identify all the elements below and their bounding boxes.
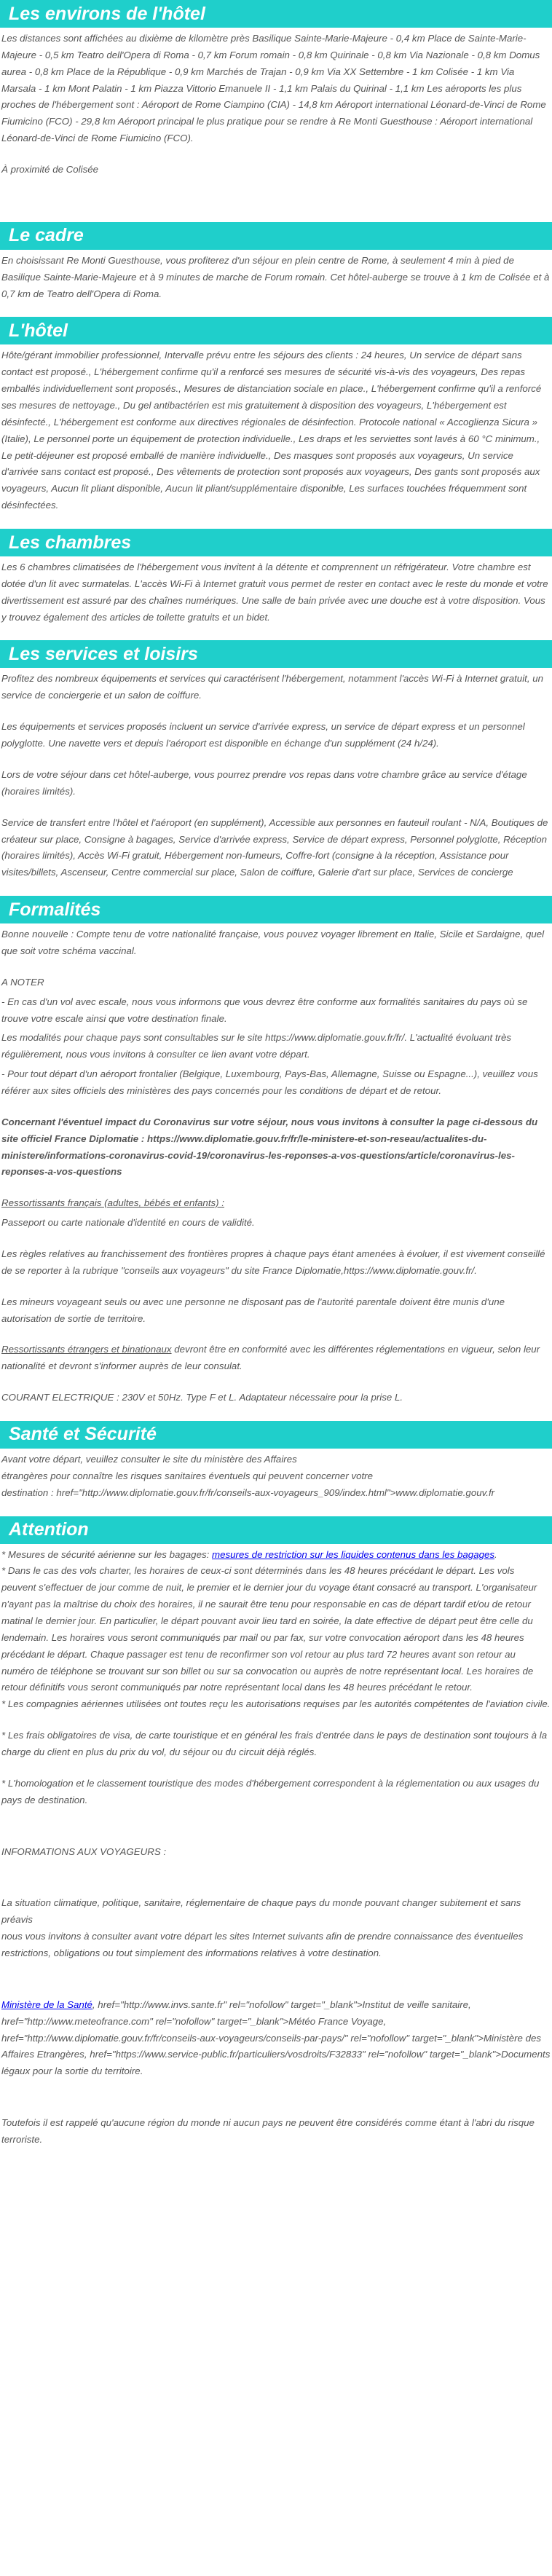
formalites-fr-text: Passeport ou carte nationale d'identité en cours de validité. [1,1217,255,1229]
attention-bullet-1-suffix: . [494,1548,497,1560]
attention-final: Toutefois il est rappelé qu'aucune région du monde ni aucun pays ne peuvent être considérés comme étant à l'abri du risque terroriste. [1,2117,535,2146]
attention-bullet-3: * Les compagnies aériennes utilisées ont toutes reçu les autorisations requises par les autorités compétentes de l'aviation civile. [1,1698,551,1710]
formalites-covid: Concernant l'éventuel impact du Coronavirus sur votre séjour, nous vous invitons à consulter la page ci-dessous du site officiel France Diplomatie : https://www.diplomatie.gouv.fr/fr/le-ministere-et-son-reseau/actualites-du-ministere/informations-coronavirus-covid-19/coronavirus-les-reponses-a-vos-questions/article/coronavirus-les-reponses-a-vos-questions [1,1116,538,1178]
section-title-attention: Attention [0,1516,552,1544]
environs-proximity: À proximité de Colisée [1,164,99,176]
formalites-intro: Bonne nouvelle : Compte tenu de votre nationalité française, vous pouvez voyager librement en Italie, Sicile et Sardaigne, quel que soit votre schéma vaccinal. [1,929,545,956]
cadre-text: En choisissant Re Monti Guesthouse, vous profiterez d'un séjour en plein centre de Rome, à seulement 4 min à pied de Basilique Sainte-Marie-Majeure et à 9 minutes de marche de Forum romain. Cet hôtel-auberge se trouve à 1 km de Colisée et à 0,7 km de Teatro dell'Opera di Roma. [1,254,550,299]
formalites-foreign-text: devront être en conformité avec les différentes réglementations en vigueur, selon leur nationalité et devront s'informer auprès de leur consulat. [1,1344,540,1372]
section-sante [0,1421,552,1502]
services-text-4: Service de transfert entre l'hôtel et l'aéroport (en supplément), Accessible aux personnes en fauteuil roulant - N/A, Boutiques de créateur sur place, Consigne à bagages, Service d'arrivée express, Service de départ express, Personnel polyglotte, Réception (horaires limités), Accès Wi-Fi gratuit, Hébergement non-fumeurs, Coffre-fort (consigne à la réception, Assistance pour visites/billets, Ascenseur, Centre commercial sur place, Salon de coiffure, Galerie d'art sur place, Services de concierge [1,816,548,878]
liquids-restriction-link[interactable]: mesures de restriction sur les liquides contenus dans les bagages [212,1548,495,1560]
sante-line-3: destination : href="http://www.diplomatie.gouv.fr/fr/conseils-aux-voyageurs_909/index.html">www.diplomatie.gouv.fr [1,1486,495,1498]
attention-info-text [1,1895,551,1961]
formalites-foreign-title: Ressortissants étrangers et binationaux [1,1344,172,1355]
attention-bullet-2: * Dans le cas des vols charter, les horaires de ceux-ci sont déterminés dans les 48 heures précédant le départ. Les vols peuvent s'effectuer de jour comme de nuit, le premier et le dernier jour du voyage étant consacré au transport. L'organisateur n'ayant pas la maîtrise du choix des horaires, il ne saurait être tenu pour responsable en cas de départ tardif et/ou de retour matinal le dernier jour. En particulier, le départ pouvant avoir lieu tard en soirée, la date effective de départ peut être celle du lendemain. Les horaires vous seront communiqués par mail ou par fax, sur votre convocation aéroport dans les 48 heures précédant le départ. Chaque passager est tenu de reconfirmer son vol retour au plus tard 72 heures avant son retour au numéro de téléphone se trouvant sur son billet ou sur sa convocation ou auprès de notre représentant local. Les horaires de retour définitifs vous seront communiqués par notre représentant local dans les 48 heures précédant le retour. [1,1565,537,1693]
services-text-1: Profitez des nombreux équipements et services qui caractérisent l'hébergement, notamment l'accès Wi-Fi à Internet gratuit, un service de conciergerie et un salon de coiffure. [1,673,544,701]
formalites-foreign [1,1342,551,1375]
sante-line-1: Avant votre départ, veuillez consulter le site du ministère des Affaires [1,1453,297,1465]
section-title-sante: Santé et Sécurité [0,1421,552,1449]
attention-links-text: , href="http://www.invs.sante.fr" rel="nofollow" target="_blank">Institut de veille sanitaire, href="http://www.meteofrance.com" rel="nofollow" target="_blank">Météo France Voyage, href="http://www.diplomatie.gouv.fr/fr/conseils-aux-voyageurs/conseils-par-pays/" rel="nofollow" target="_blank">Ministère des Affaires Etrangères, href="https://www.service-public.fr/particuliers/vosdroits/F32833" rel="nofollow" target="_blank">Documents légaux pour la sortie du territoire. [1,1998,551,2077]
environs-text: Les distances sont affichées au dixième de kilomètre près Basilique Sainte-Marie-Majeure - 0,4 km Place de Sainte-Marie-Majeure - 0,5 km Teatro dell'Opera di Roma - 0,7 km Forum romain - 0,8 km Quirinale - 0,8 km Via Nazionale - 0,8 km Domus aurea - 0,8 km Place de la République - 0,9 km Marchés de Trajan - 0,9 km Via XX Settembre - 1 km Colisée - 1 km Via Marsala - 1 km Mont Palatin - 1 km Piazza Vittorio Emanuele II - 1,1 km Palais du Quirinal - 1,1 km Les aéroports les plus proches de l'hébergement sont : Aéroport de Rome Ciampino (CIA) - 14,8 km Aéroport international Léonard-de-Vinci de Rome Fiumicino (FCO) - 29,8 km Aéroport principal le plus pratique pour se rendre à Re Monti Guesthouse : Aéroport international Léonard-de-Vinci de Rome Fiumicino (FCO). [1,33,546,144]
formalites-rules: Les règles relatives au franchissement des frontières propres à chaque pays étant amenées à évoluer, il est vivement conseillé de se reporter à la rubrique "conseils aux voyageurs" du site France Diplomatie,https://www.diplomatie.gouv.fr/. [1,1248,545,1276]
section-services [0,640,552,881]
attention-links [1,1997,551,2080]
section-attention [0,1516,552,2148]
section-cadre [0,222,552,303]
sante-line-2: étrangères pour connaître les risques sanitaires éventuels qui peuvent concerner votre [1,1470,374,1481]
attention-bullet-1-prefix: * Mesures de sécurité aérienne sur les bagages: [1,1548,212,1560]
attention-info-2: nous vous invitons à consulter avant votre départ les sites Internet suivants afin de prendre connaissance des éventuelles restrictions, obligations ou tout simplement des informations relatives à votre destination. [1,1931,524,1959]
services-text-3: Lors de votre séjour dans cet hôtel-auberge, vous pourrez prendre vos repas dans votre chambre grâce au service d'étage (horaires limités). [1,768,527,797]
formalites-minors: Les mineurs voyageant seuls ou avec une personne ne disposant pas de l'autorité parentale doivent être munis d'une autorisation de sortie de territoire. [1,1296,505,1324]
ministry-health-link[interactable]: Ministère de la Santé [1,1998,92,2010]
formalites-fr-title: Ressortissants français (adultes, bébés et enfants) : [1,1197,224,1209]
section-formalites [0,896,552,1406]
section-title-environs: Les environs de l'hôtel [0,0,552,28]
section-title-chambres: Les chambres [0,529,552,556]
attention-info-1: La situation climatique, politique, sanitaire, réglementaire de chaque pays du monde pouvant changer subitement et sans préavis [1,1897,521,1926]
services-text-2: Les équipements et services proposés incluent un service d'arrivée express, un service de départ express et un personnel polyglotte. Une navette vers et depuis l'aéroport est disponible en échange d'un supplément (24 h/24). [1,721,525,749]
sante-text [1,1452,551,1502]
section-chambres [0,529,552,626]
section-environs [0,0,552,178]
formalites-note-3: - Pour tout départ d'un aéroport frontalier (Belgique, Luxembourg, Pays-Bas, Allemagne, Suisse ou Espagne...), veuillez vous référer aux sites officiels des ministères des pays concernés pour les conditions de départ et de retour. [1,1068,538,1096]
chambres-text: Les 6 chambres climatisées de l'hébergement vous invitent à la détente et comprennent un réfrigérateur. Votre chambre est dotée d'un lit avec surmatelas. L'accès Wi-Fi à Internet gratuit vous permet de rester en contact avec le reste du monde et votre divertissement est assuré par des chaînes numériques. Une salle de bain privée avec une douche est à votre disposition. Vous y trouvez également des articles de toilette gratuits et un bidet. [1,562,548,623]
attention-bullet-1 [1,1547,551,1714]
section-title-cadre: Le cadre [0,222,552,250]
hotel-text: Hôte/gérant immobilier professionnel, Intervalle prévu entre les séjours des clients : 24 heures, Un service de départ sans contact est proposé., L'hébergement confirme qu'il a renforcé ses mesures de sécurité vis-à-vis des voyageurs, Des repas emballés individuellement sont proposés., Mesures de distanciation sociale en place., L'hébergement confirme qu'il a renforcé ses mesures de nettoyage., Du gel antibactérien est mis gratuitement à disposition des voyageurs, L'hébergement est désinfecté., L'hébergement est conforme aux directives régionales de désinfection. Protocole national « Accoglienza Sicura » (Italie), Le personnel porte un équipement de protection individuelle., Les draps et les serviettes sont lavés à 60 °C minimum., Le petit-déjeuner est proposé emballé de manière individuelle., Des masques sont proposés aux voyageurs, Un service d'arrivée sans contact est proposé., Des vêtements de protection sont proposés aux voyageurs, Des gants sont proposés aux voyageurs, Aucun lit pliant disponible, Aucun lit pliant/supplémentaire disponible, Les surfaces touchées fréquemment sont désinfectées. [1,350,542,511]
attention-info-title: INFORMATIONS AUX VOYAGEURS : [1,1846,167,1857]
section-title-services: Les services et loisirs [0,640,552,668]
formalites-note-title: A NOTER [1,976,44,988]
section-title-hotel: L'hôtel [0,317,552,344]
formalites-power: COURANT ELECTRIQUE : 230V et 50Hz. Type F et L. Adaptateur nécessaire pour la prise L. [1,1392,403,1403]
section-hotel [0,317,552,514]
attention-bullet-5: * L'homologation et le classement touristique des modes d'hébergement correspondent à la réglementation ou aux usages du pays de destination. [1,1777,540,1805]
formalites-note-2: Les modalités pour chaque pays sont consultables sur le site https://www.diplomatie.gouv.fr/fr/. L'actualité évoluant très régulièrement, nous vous invitons à consulter ce lien avant votre départ. [1,1032,512,1060]
formalites-note-1: - En cas d'un vol avec escale, nous vous informons que vous devrez être conforme aux formalités sanitaires du pays où se trouve votre escale ainsi que votre destination finale. [1,996,528,1024]
section-title-formalites: Formalités [0,896,552,923]
attention-bullet-4: * Les frais obligatoires de visa, de carte touristique et en général les frais d'entrée dans le pays de destination sont toujours à la charge du client en plus du prix du vol, du séjour ou du circuit déjà réglés. [1,1730,548,1758]
